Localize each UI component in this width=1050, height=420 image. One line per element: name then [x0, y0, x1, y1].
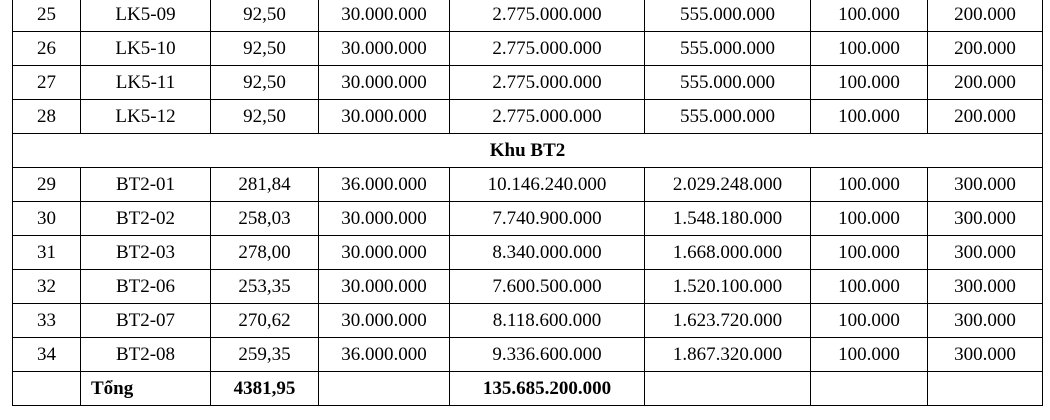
fee-a-cell: 100.000	[811, 304, 928, 338]
land-value-cell: 7.600.500.000	[450, 270, 645, 304]
total-empty-cell	[645, 372, 811, 406]
fee-b-cell: 300.000	[928, 236, 1043, 270]
unit-price-cell: 30.000.000	[319, 202, 450, 236]
unit-price-cell: 36.000.000	[319, 168, 450, 202]
fee-b-cell: 200.000	[928, 0, 1043, 32]
unit-price-cell: 30.000.000	[319, 32, 450, 66]
row-number-cell: 28	[13, 100, 81, 134]
table-body-lk5	[13, 0, 1043, 134]
table-body-bt2	[13, 168, 1043, 372]
row-number-cell: 30	[13, 202, 81, 236]
land-value-cell: 8.118.600.000	[450, 304, 645, 338]
deposit-cell: 1.668.000.000	[645, 236, 811, 270]
fee-a-cell: 100.000	[811, 236, 928, 270]
total-empty-cell	[928, 372, 1043, 406]
section-title: Khu BT2	[13, 134, 1043, 168]
area-cell: 258,03	[211, 202, 319, 236]
fee-a-cell: 100.000	[811, 270, 928, 304]
row-number-cell: 26	[13, 32, 81, 66]
area-cell: 259,35	[211, 338, 319, 372]
row-number-cell: 32	[13, 270, 81, 304]
fee-a-cell: 100.000	[811, 338, 928, 372]
lot-code-cell: BT2-06	[81, 270, 211, 304]
lot-code-cell: BT2-02	[81, 202, 211, 236]
land-value-cell: 7.740.900.000	[450, 202, 645, 236]
lot-code-cell: LK5-11	[81, 66, 211, 100]
deposit-cell: 555.000.000	[645, 0, 811, 32]
row-number-cell: 33	[13, 304, 81, 338]
deposit-cell: 2.029.248.000	[645, 168, 811, 202]
fee-a-cell: 100.000	[811, 202, 928, 236]
fee-a-cell: 100.000	[811, 0, 928, 32]
row-number-cell: 29	[13, 168, 81, 202]
area-cell: 92,50	[211, 100, 319, 134]
table-row	[13, 66, 1043, 100]
section-row	[13, 134, 1043, 168]
lot-price-table	[12, 0, 1043, 406]
lot-code-cell: LK5-12	[81, 100, 211, 134]
unit-price-cell: 30.000.000	[319, 270, 450, 304]
row-number-cell: 31	[13, 236, 81, 270]
deposit-cell: 1.548.180.000	[645, 202, 811, 236]
deposit-cell: 555.000.000	[645, 66, 811, 100]
row-number-cell: 27	[13, 66, 81, 100]
fee-b-cell: 300.000	[928, 202, 1043, 236]
lot-code-cell: BT2-03	[81, 236, 211, 270]
land-value-cell: 2.775.000.000	[450, 32, 645, 66]
total-empty-cell	[811, 372, 928, 406]
area-cell: 253,35	[211, 270, 319, 304]
unit-price-cell: 30.000.000	[319, 0, 450, 32]
fee-b-cell: 300.000	[928, 270, 1043, 304]
table-row	[13, 338, 1043, 372]
table-section-header	[13, 134, 1043, 168]
unit-price-cell: 30.000.000	[319, 66, 450, 100]
lot-code-cell: BT2-08	[81, 338, 211, 372]
table-row	[13, 32, 1043, 66]
deposit-cell: 1.623.720.000	[645, 304, 811, 338]
unit-price-cell: 30.000.000	[319, 100, 450, 134]
fee-b-cell: 200.000	[928, 66, 1043, 100]
land-value-cell: 2.775.000.000	[450, 66, 645, 100]
fee-a-cell: 100.000	[811, 100, 928, 134]
lot-code-cell: BT2-01	[81, 168, 211, 202]
area-cell: 270,62	[211, 304, 319, 338]
fee-a-cell: 100.000	[811, 168, 928, 202]
lot-code-cell: BT2-07	[81, 304, 211, 338]
total-value: 135.685.200.000	[450, 372, 645, 406]
area-cell: 281,84	[211, 168, 319, 202]
area-cell: 92,50	[211, 66, 319, 100]
deposit-cell: 1.867.320.000	[645, 338, 811, 372]
table-row	[13, 168, 1043, 202]
area-cell: 92,50	[211, 0, 319, 32]
deposit-cell: 555.000.000	[645, 32, 811, 66]
lot-code-cell: LK5-09	[81, 0, 211, 32]
table-row	[13, 270, 1043, 304]
land-value-cell: 10.146.240.000	[450, 168, 645, 202]
area-cell: 278,00	[211, 236, 319, 270]
table-row	[13, 0, 1043, 32]
table-row	[13, 202, 1043, 236]
area-cell: 92,50	[211, 32, 319, 66]
table-row	[13, 100, 1043, 134]
fee-b-cell: 300.000	[928, 304, 1043, 338]
deposit-cell: 555.000.000	[645, 100, 811, 134]
unit-price-cell: 30.000.000	[319, 236, 450, 270]
table-row	[13, 236, 1043, 270]
total-label: Tổng	[81, 372, 211, 406]
land-value-cell: 2.775.000.000	[450, 0, 645, 32]
fee-a-cell: 100.000	[811, 32, 928, 66]
land-value-cell: 9.336.600.000	[450, 338, 645, 372]
fee-b-cell: 300.000	[928, 338, 1043, 372]
row-number-cell: 25	[13, 0, 81, 32]
deposit-cell: 1.520.100.000	[645, 270, 811, 304]
total-row	[13, 372, 1043, 406]
fee-a-cell: 100.000	[811, 66, 928, 100]
row-number-cell: 34	[13, 338, 81, 372]
fee-b-cell: 300.000	[928, 168, 1043, 202]
total-empty-cell	[319, 372, 450, 406]
unit-price-cell: 30.000.000	[319, 304, 450, 338]
total-area: 4381,95	[211, 372, 319, 406]
table-total	[13, 372, 1043, 406]
table-row	[13, 304, 1043, 338]
land-value-cell: 2.775.000.000	[450, 100, 645, 134]
lot-code-cell: LK5-10	[81, 32, 211, 66]
fee-b-cell: 200.000	[928, 32, 1043, 66]
unit-price-cell: 36.000.000	[319, 338, 450, 372]
fee-b-cell: 200.000	[928, 100, 1043, 134]
land-value-cell: 8.340.000.000	[450, 236, 645, 270]
total-empty-cell	[13, 372, 81, 406]
